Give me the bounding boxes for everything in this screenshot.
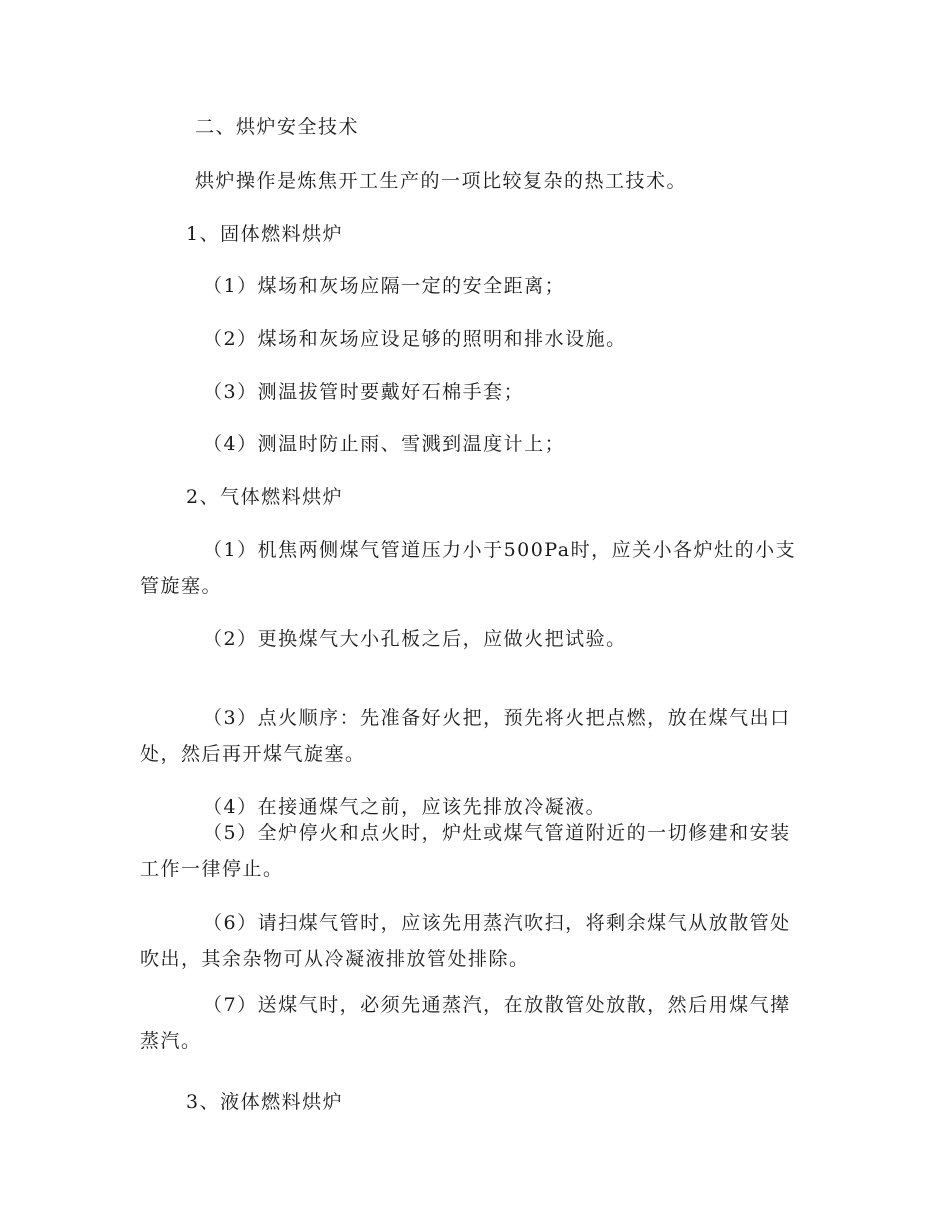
list-item: （4）在接通煤气之前，应该先排放冷凝液。: [203, 796, 607, 818]
list-item: （2）更换煤气大小孔板之后，应做火把试验。: [203, 628, 627, 650]
list-item: （2）煤场和灰场应设足够的照明和排水设施。: [203, 328, 627, 350]
list-item: （4）测温时防止雨、雪溅到温度计上；: [203, 433, 566, 455]
intro-paragraph: 烘炉操作是炼焦开工生产的一项比较复杂的热工技术。: [195, 170, 688, 192]
list-item: （3）点火顺序：先准备好火把，预先将火把点燃，放在煤气出口处，然后再开煤气旋塞。: [140, 707, 791, 765]
subsection-title-liquid-fuel: 3、液体燃料烘炉: [186, 1091, 344, 1113]
list-item: （1）机焦两侧煤气管道压力小于500Pa时，应关小各炉灶的小支管旋塞。: [140, 539, 797, 597]
list-item: （7）送煤气时，必须先通蒸汽，在放散管处放散，然后用煤气撵蒸汽。: [140, 994, 791, 1052]
subsection-title-solid-fuel: 1、固体燃料烘炉: [186, 223, 344, 245]
list-item: （5）全炉停火和点火时，炉灶或煤气管道附近的一切修建和安装工作一律停止。: [140, 822, 791, 880]
section-heading: 二、烘炉安全技术: [195, 116, 360, 138]
list-item: （3）测温拔管时要戴好石棉手套；: [203, 381, 525, 403]
list-item: （6）请扫煤气管时，应该先用蒸汽吹扫，将剩余煤气从放散管处吹出，其余杂物可从冷凝液排放管处排除。: [140, 912, 791, 970]
list-item: （1）煤场和灰场应隔一定的安全距离；: [203, 275, 566, 297]
subsection-title-gas-fuel: 2、气体燃料烘炉: [186, 486, 344, 508]
